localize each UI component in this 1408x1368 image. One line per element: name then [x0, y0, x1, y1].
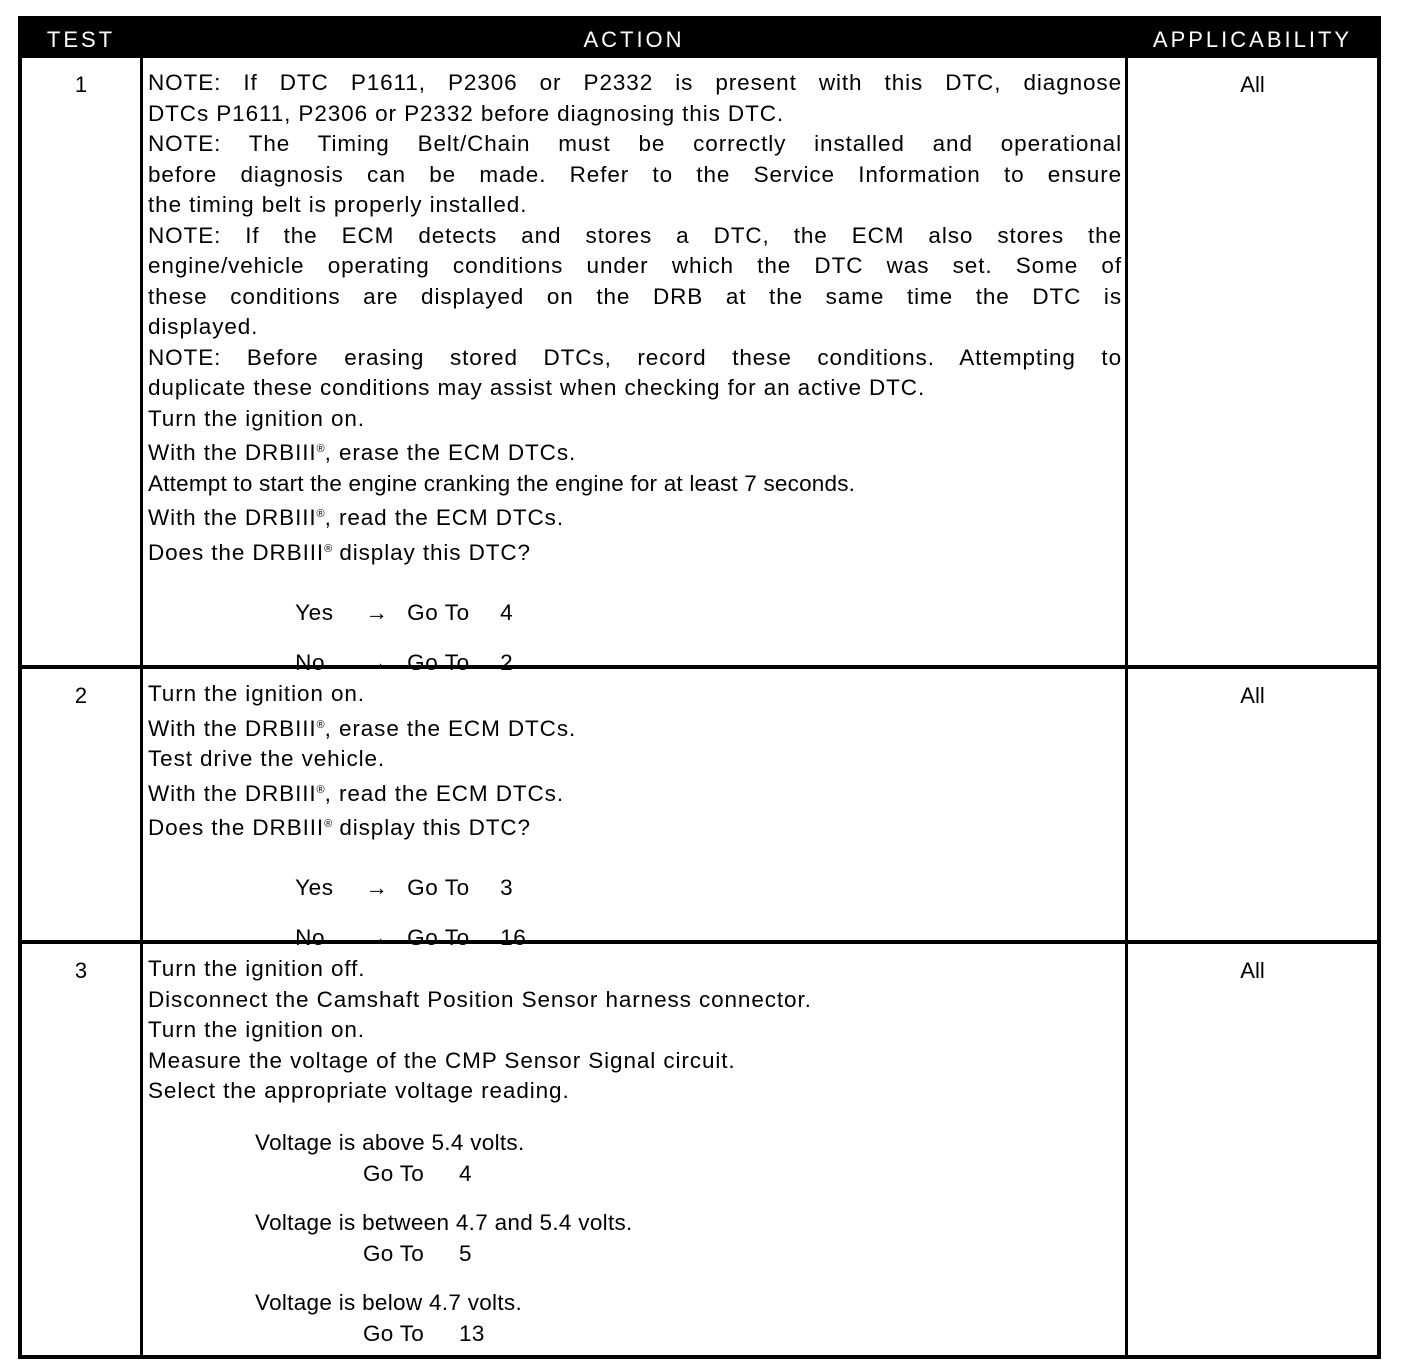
action-line: the timing belt is properly installed. [148, 192, 528, 217]
action-line: Measure the voltage of the CMP Sensor Signal circuit. [148, 1047, 736, 1073]
action-line: Test drive the vehicle. [148, 746, 386, 771]
header-action: ACTION [583, 27, 685, 52]
arrow-icon: → [365, 925, 389, 950]
goto-target: 13 [459, 1320, 485, 1346]
column-divider [140, 944, 143, 1355]
option-no: No → Go To 2 [295, 650, 514, 675]
action-line: before diagnosis can be made. Refer to the Service Information to ensure [148, 161, 1122, 187]
action-line: Turn the ignition off. [148, 956, 366, 981]
goto-target: 5 [459, 1240, 472, 1266]
table-header [22, 20, 1377, 58]
column-divider [1125, 58, 1128, 665]
voltage-option-above: Voltage is above 5.4 volts. Go To 4 [255, 1130, 525, 1186]
action-text [148, 954, 1122, 1107]
action-line: NOTE: If the ECM detects and stores a DTC, the ECM also stores the [148, 222, 1122, 248]
action-line: Does the DRBIII® display this DTC? [148, 539, 531, 565]
column-divider [1125, 944, 1128, 1355]
registered-mark: ® [324, 542, 333, 555]
applicability-value: All [1240, 72, 1265, 97]
action-line: displayed. [148, 314, 259, 339]
test-number: 2 [74, 683, 88, 708]
action-line: With the DRBIII®, read the ECM DTCs. [148, 505, 564, 530]
action-text [148, 68, 1122, 568]
header-test: TEST [46, 27, 116, 52]
action-line: Turn the ignition on. [148, 681, 365, 706]
action-line: Disconnect the Camshaft Position Sensor harness connector. [148, 986, 812, 1012]
table-row-test-1 [22, 58, 1377, 675]
action-line: With the DRBIII®, erase the ECM DTCs. [148, 440, 577, 465]
table-row-test-3 [22, 940, 1377, 1355]
test-number: 1 [74, 72, 88, 97]
action-line: With the DRBIII®, read the ECM DTCs. [148, 780, 564, 806]
action-text [148, 679, 1122, 844]
registered-mark: ® [324, 818, 333, 830]
action-line: Select the appropriate voltage reading. [148, 1078, 570, 1103]
goto-target: 4 [500, 600, 514, 625]
column-divider [140, 58, 143, 665]
test-number: 3 [74, 958, 88, 983]
goto-target: 16 [500, 925, 527, 950]
action-line: DTCs P1611, P2306 or P2332 before diagnosing this DTC. [148, 100, 785, 126]
voltage-option-below: Voltage is below 4.7 volts. Go To 13 [255, 1290, 523, 1346]
goto-target: 2 [500, 650, 514, 675]
registered-mark: ® [316, 443, 325, 455]
action-line: these conditions are displayed on the DRB at the same time the DTC is [148, 283, 1122, 309]
goto-target: 4 [459, 1160, 472, 1186]
option-yes: Yes → Go To 4 [295, 600, 514, 625]
action-line: engine/vehicle operating conditions under which the DTC was set. Some of [148, 253, 1122, 278]
header-applicability: APPLICABILITY [1152, 27, 1353, 52]
column-divider [1125, 669, 1128, 940]
table-row-test-2 [22, 665, 1377, 950]
action-line: NOTE: If DTC P1611, P2306 or P2332 is present with this DTC, diagnose [148, 70, 1122, 95]
voltage-option-between: Voltage is between 4.7 and 5.4 volts. Go To 5 [255, 1210, 633, 1266]
diagnostic-test-table [18, 16, 1381, 1359]
action-line: Attempt to start the engine cranking the engine for at least 7 seconds. [148, 470, 856, 496]
action-line: Turn the ignition on. [148, 405, 365, 431]
registered-mark: ® [316, 508, 325, 520]
registered-mark: ® [316, 783, 325, 796]
column-divider [140, 669, 143, 940]
applicability-value: All [1240, 958, 1265, 983]
action-line: Turn the ignition on. [148, 1017, 365, 1042]
arrow-icon: → [365, 875, 389, 900]
option-yes: Yes → Go To 3 [295, 875, 514, 900]
action-line: duplicate these conditions may assist when checking for an active DTC. [148, 375, 926, 400]
arrow-icon: → [365, 650, 389, 675]
action-line: Does the DRBIII® display this DTC? [148, 815, 531, 840]
option-no: No → Go To 16 [295, 925, 527, 950]
goto-target: 3 [500, 875, 514, 900]
action-line: With the DRBIII®, erase the ECM DTCs. [148, 715, 577, 741]
registered-mark: ® [316, 718, 325, 731]
applicability-value: All [1240, 683, 1265, 708]
arrow-icon: → [365, 600, 389, 625]
action-line: NOTE: Before erasing stored DTCs, record these conditions. Attempting to [148, 344, 1122, 370]
action-line: NOTE: The Timing Belt/Chain must be correctly installed and operational [148, 131, 1122, 156]
